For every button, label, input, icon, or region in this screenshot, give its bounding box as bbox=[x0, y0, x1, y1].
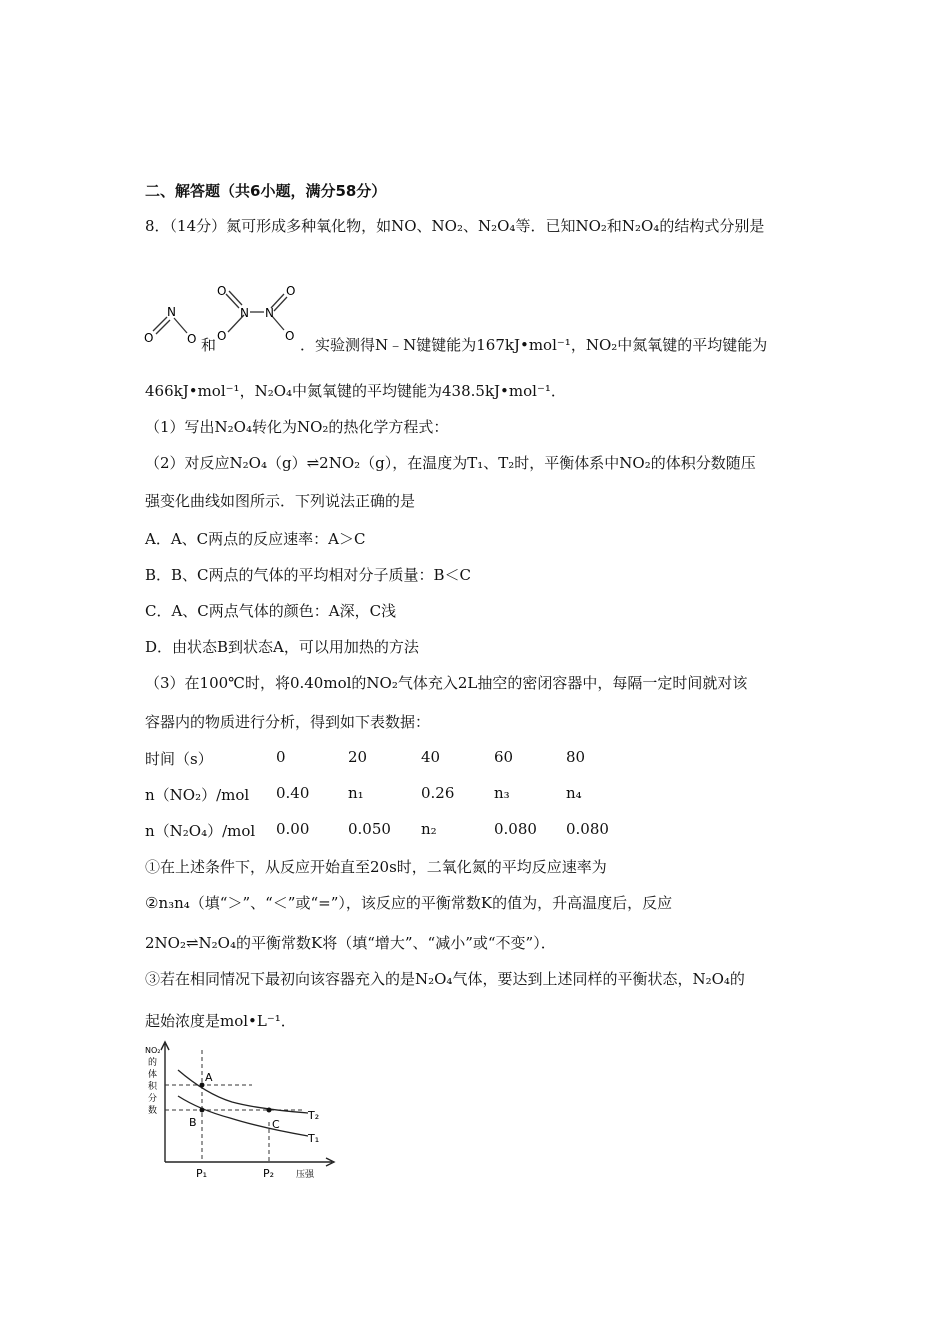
table-cell: 0.00 bbox=[276, 820, 310, 838]
q8-part3-line1: （3）在100℃时，将0.40mol的NO₂气体充入2L抽空的密闭容器中，每隔一定时间就对该 bbox=[145, 674, 748, 692]
table-cell: n（NO₂）/mol bbox=[145, 786, 250, 804]
y-label-line: 的 bbox=[148, 1058, 158, 1068]
table-header-cell: 60 bbox=[494, 748, 514, 766]
n2o4-atom-o4: O bbox=[285, 329, 295, 343]
option-b: B．B、C两点的气体的平均相对分子质量：B＜C bbox=[145, 566, 472, 584]
subq-2-line1: ②n₃n₄（填“＞”、“＜”或“=”），该反应的平衡常数K的值为，升高温度后，反应 bbox=[145, 894, 673, 912]
table-cell: n（N₂O₄）/mol bbox=[145, 822, 256, 840]
y-label-line: 分 bbox=[148, 1094, 158, 1104]
point-b-label: B bbox=[189, 1116, 197, 1129]
q8-part1: （1）写出N₂O₄转化为NO₂的热化学方程式： bbox=[145, 418, 449, 436]
figure-guides bbox=[165, 1050, 302, 1162]
option-a: A．A、C两点的反应速率：A＞C bbox=[145, 530, 366, 548]
subq-1: ①在上述条件下，从反应开始直至20s时，二氧化氮的平均反应速率为 bbox=[145, 858, 607, 876]
table-cell: n₂ bbox=[421, 820, 437, 838]
no2-atom-o2: O bbox=[187, 332, 197, 346]
section-title: 二、解答题（共6小题，满分58分） bbox=[145, 182, 387, 200]
no2-atom-n: N bbox=[167, 305, 176, 319]
q8-part2-line1: （2）对反应N₂O₄（g）⇌2NO₂（g），在温度为T₁、T₂时，平衡体系中NO₂的体积分数随压 bbox=[145, 454, 756, 472]
and-text: 和 bbox=[201, 336, 217, 354]
q8-intro: 8．（14分）氮可形成多种氧化物，如NO、NO₂、N₂O₄等．已知NO₂和N₂O₄的结构式分别是 bbox=[145, 217, 765, 235]
table-header-cell: 时间（s） bbox=[145, 750, 213, 768]
table-header-cell: 0 bbox=[276, 748, 286, 766]
subq-2-line2: 2NO₂⇌N₂O₄的平衡常数K将（填“增大”、“减小”或“不变”）． bbox=[145, 934, 556, 952]
y-label-line: NO₂ bbox=[145, 1046, 161, 1055]
x-axis-label: 压强 bbox=[296, 1170, 315, 1180]
q8-after-structures: ．实验测得N﹣N键键能为167kJ•mol⁻¹，NO₂中氮氧键的平均键能为 bbox=[300, 336, 768, 354]
x-tick-p1: P₁ bbox=[196, 1167, 208, 1180]
table-header-cell: 20 bbox=[348, 748, 368, 766]
figure-axes bbox=[161, 1042, 334, 1166]
curve-t1 bbox=[178, 1096, 308, 1136]
point-c-marker bbox=[267, 1108, 272, 1113]
point-c-label: C bbox=[272, 1118, 280, 1131]
y-label-line: 体 bbox=[148, 1070, 158, 1080]
table-cell: 0.40 bbox=[276, 784, 310, 802]
table-cell: 0.080 bbox=[566, 820, 609, 838]
table-cell: n₃ bbox=[494, 784, 510, 802]
n2o4-atom-n2: N bbox=[265, 306, 274, 320]
table-header-cell: 40 bbox=[421, 748, 441, 766]
x-tick-p2: P₂ bbox=[263, 1167, 275, 1180]
table-cell: 0.050 bbox=[348, 820, 391, 838]
point-a-marker bbox=[200, 1083, 205, 1088]
n2o4-bonds bbox=[226, 291, 287, 332]
n2o4-atom-o2: O bbox=[286, 284, 296, 298]
no2-bonds bbox=[153, 317, 187, 334]
curve-t2-label: T₂ bbox=[308, 1109, 320, 1122]
y-label-line: 数 bbox=[148, 1106, 158, 1116]
subq-3-line1: ③若在相同情况下最初向该容器充入的是N₂O₄气体，要达到上述同样的平衡状态，N₂O₄的 bbox=[145, 970, 745, 988]
subq-3-line2: 起始浓度是mol•L⁻¹． bbox=[145, 1012, 296, 1030]
curve-t1-label: T₁ bbox=[308, 1132, 320, 1145]
pressure-figure bbox=[140, 1038, 340, 1184]
table-cell: n₁ bbox=[348, 784, 364, 802]
no2-atom-o1: O bbox=[144, 331, 154, 345]
n2o4-atom-o1: O bbox=[217, 284, 227, 298]
option-c: C．A、C两点气体的颜色：A深，C浅 bbox=[145, 602, 397, 620]
n2o4-atom-n1: N bbox=[240, 306, 249, 320]
option-d: D．由状态B到状态A，可以用加热的方法 bbox=[145, 638, 419, 656]
table-cell: n₄ bbox=[566, 784, 582, 802]
q8-part3-line2: 容器内的物质进行分析，得到如下表数据： bbox=[145, 713, 431, 731]
q8-line3: 466kJ•mol⁻¹，N₂O₄中氮氧键的平均键能为438.5kJ•mol⁻¹． bbox=[145, 382, 566, 400]
point-b-marker bbox=[200, 1108, 205, 1113]
q8-part2-line2: 强变化曲线如图所示．下列说法正确的是 bbox=[145, 492, 416, 510]
table-header-cell: 80 bbox=[566, 748, 586, 766]
point-a-label: A bbox=[205, 1071, 213, 1084]
table-cell: 0.080 bbox=[494, 820, 537, 838]
table-cell: 0.26 bbox=[421, 784, 455, 802]
no2-structure bbox=[140, 300, 202, 348]
n2o4-structure bbox=[214, 282, 304, 348]
y-label-line: 积 bbox=[148, 1082, 158, 1092]
n2o4-atom-o3: O bbox=[217, 329, 227, 343]
